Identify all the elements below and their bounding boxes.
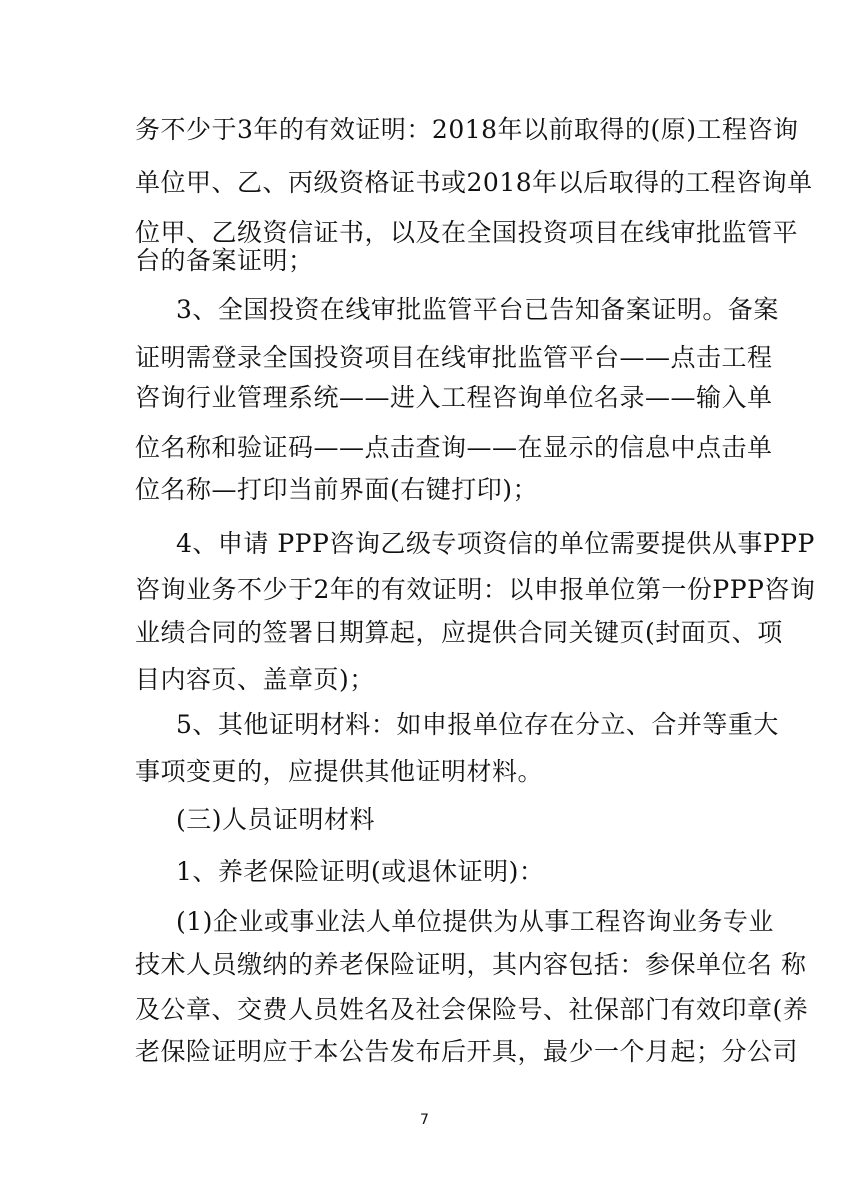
paragraph-line: 5、其他证明材料：如申报单位存在分立、合并等重大	[176, 710, 779, 739]
paragraph-line: 目内容页、盖章页)；	[135, 665, 375, 694]
paragraph-line: 位名称—打印当前界面(右键打印)；	[135, 475, 539, 504]
section-heading: (三)人员证明材料	[176, 805, 376, 834]
paragraph-line: 技术人员缴纳的养老保险证明，其内容包括：参保单位名 称	[135, 950, 807, 979]
page-number: 7	[420, 1112, 429, 1128]
paragraph-line: 位甲、乙级资信证书，以及在全国投资项目在线审批监管平	[135, 218, 799, 247]
paragraph-line: 咨询行业管理系统——进入工程咨询单位名录——输入单	[135, 383, 773, 412]
paragraph-line: 事项变更的，应提供其他证明材料。	[135, 757, 544, 786]
paragraph-line: 4、申请 PPP咨询乙级专项资信的单位需要提供从事PPP	[176, 529, 815, 558]
paragraph-line: (1)企业或事业法人单位提供为从事工程咨询业务专业	[176, 907, 774, 936]
paragraph-line: 1、养老保险证明(或退休证明)：	[176, 857, 545, 886]
paragraph-line: 3、全国投资在线审批监管平台已告知备案证明。备案	[176, 295, 779, 324]
paragraph-line: 咨询业务不少于2年的有效证明：以申报单位第一份PPP咨询	[135, 575, 816, 604]
paragraph-line: 证明需登录全国投资项目在线审批监管平台——点击工程	[135, 343, 773, 372]
paragraph-line: 业绩合同的签署日期算起，应提供合同关键页(封面页、项	[135, 618, 783, 647]
paragraph-line: 位名称和验证码——点击查询——在显示的信息中点击单	[135, 433, 773, 462]
paragraph-line: 务不少于3年的有效证明：2018年以前取得的(原)工程咨询	[135, 115, 799, 144]
paragraph-line: 老保险证明应于本公告发布后开具，最少一个月起；分公司	[135, 1037, 799, 1066]
paragraph-line: 台的备案证明；	[135, 246, 314, 275]
paragraph-line: 单位甲、乙、丙级资格证书或2018年以后取得的工程咨询单	[135, 168, 813, 197]
paragraph-line: 及公章、交费人员姓名及社会保险号、社保部门有效印章(养	[135, 995, 809, 1024]
